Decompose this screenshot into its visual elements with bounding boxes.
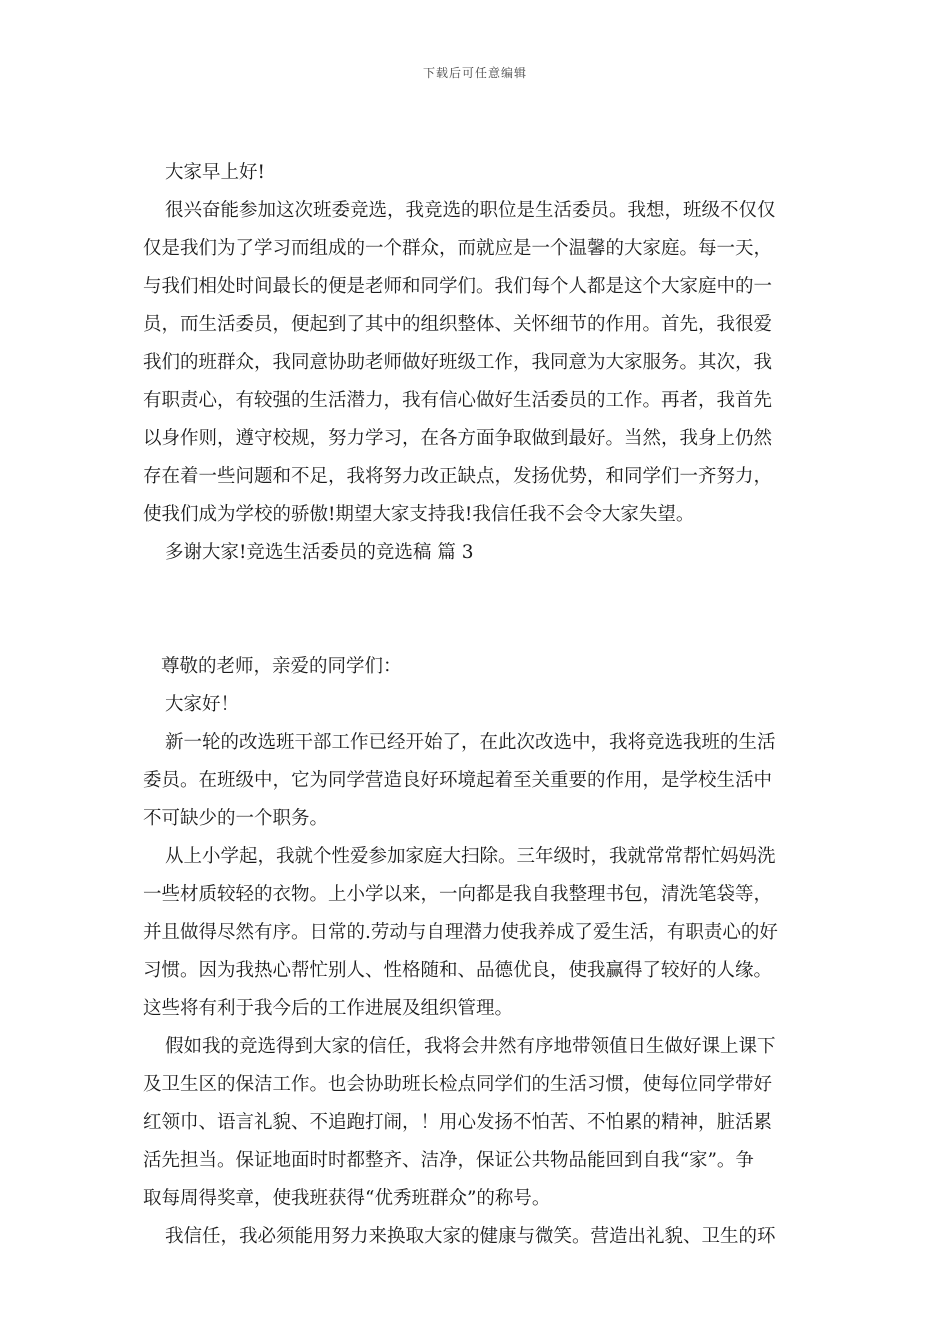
greeting: 大家早上好! [165,162,265,183]
paragraph-line: 我们的班群众，我同意协助老师做好班级工作，我同意为大家服务。其次，我 [143,352,773,373]
paragraph-line: 习惯。因为我热心帮忙别人、性格随和、品德优良，使我赢得了较好的人缘。 [143,960,773,981]
paragraph-line: 从上小学起，我就个性爱参加家庭大扫除。三年级时，我就常常帮忙妈妈洗 [165,846,776,867]
paragraph-line: 以身作则，遵守校规，努力学习，在各方面争取做到最好。当然，我身上仍然 [143,428,773,449]
paragraph-line: 这些将有利于我今后的工作进展及组织管理。 [143,998,514,1019]
paragraph-line: 假如我的竞选得到大家的信任，我将会井然有序地带领值日生做好课上课下 [165,1036,776,1057]
paragraph-line: 与我们相处时间最长的便是老师和同学们。我们每个人都是这个大家庭中的一 [143,276,773,297]
page-header: 下载后可任意编辑 [422,66,527,80]
paragraph-line: 活先担当。保证地面时时都整齐、洁净，保证公共物品能回到自我“家”。争 [143,1150,754,1171]
section-gap [143,572,813,648]
paragraph-line: 红领巾、语言礼貌、不追跑打闹，！用心发扬不怕苦、不怕累的精神，脏活累 [143,1112,773,1133]
paragraph-line: 仅是我们为了学习而组成的一个群众，而就应是一个温馨的大家庭。每一天， [143,238,773,259]
paragraph-line: 及卫生区的保洁工作。也会协助班长检点同学们的生活习惯，使每位同学带好 [143,1074,773,1095]
section-heading: 多谢大家!竞选生活委员的竞选稿 篇 3 [165,542,474,563]
paragraph-line: 一些材质较轻的衣物。上小学以来，一向都是我自我整理书包，清洗笔袋等， [143,884,773,905]
paragraph-line: 新一轮的改选班干部工作已经开始了，在此次改选中，我将竞选我班的生活 [165,732,776,753]
paragraph-line: 有职责心，有较强的生活潜力，我有信心做好生活委员的工作。再者，我首先 [143,390,773,411]
salutation: 尊敬的老师，亲爱的同学们： [161,656,402,677]
paragraph-line: 很兴奋能参加这次班委竞选，我竞选的职位是生活委员。我想，班级不仅仅 [165,200,776,221]
paragraph-line: 不可缺少的一个职务。 [143,808,329,829]
paragraph-line: 员，而生活委员，便起到了其中的组织整体、关怀细节的作用。首先，我很爱 [143,314,773,335]
paragraph-line: 并且做得尽然有序。日常的.劳动与自理潜力使我养成了爱生活，有职责心的好 [143,922,778,943]
paragraph-line: 使我们成为学校的骄傲!期望大家支持我!我信任我不会令大家失望。 [143,504,695,525]
document-body [143,154,813,1256]
paragraph-line: 委员。在班级中，它为同学营造良好环境起着至关重要的作用，是学校生活中 [143,770,773,791]
paragraph-line: 存在着一些问题和不足，我将努力改正缺点，发扬优势，和同学们一齐努力， [143,466,773,487]
paragraph-line: 取每周得奖章，使我班获得“优秀班群众”的称号。 [143,1188,551,1209]
greeting: 大家好！ [165,694,240,715]
paragraph-line: 我信任，我必须能用努力来换取大家的健康与微笑。营造出礼貌、卫生的环 [165,1226,776,1247]
